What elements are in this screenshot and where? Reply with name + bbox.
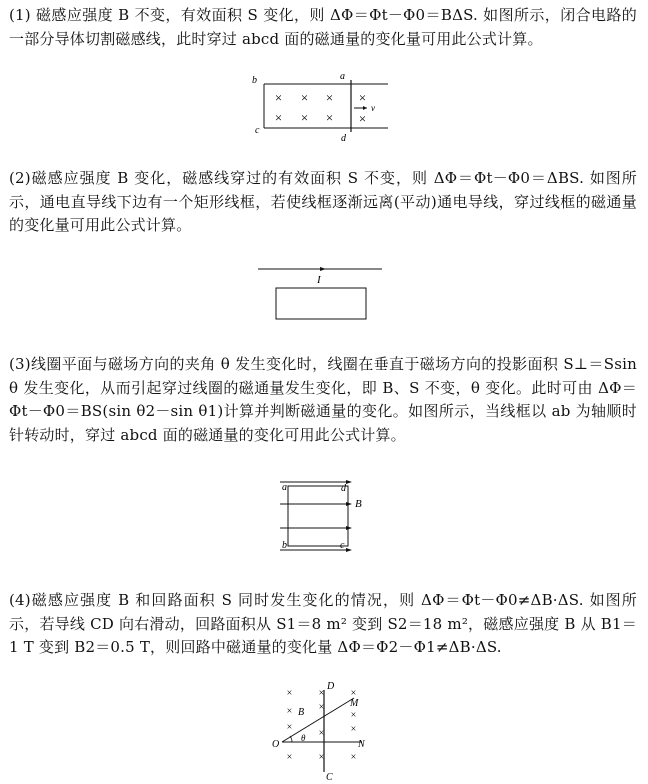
- fig1-cross: ×: [300, 90, 309, 105]
- paragraph-2-text: (2)磁感应强度 B 变化，磁感线穿过的有效面积 S 不变，则 ΔΦ＝Φt－Φ0＝ΔBS. 如图所示，通电直导线下边有一个矩形线框，若使线框逐渐远离(平动)通电导线，穿过线框的磁通量的变化量可用此公式计算。: [9, 169, 637, 234]
- fig4-label-theta: θ: [301, 733, 306, 743]
- fig4-cross: ×: [286, 752, 293, 763]
- fig4-cross: ×: [350, 688, 357, 699]
- fig4-label-O: O: [272, 739, 280, 750]
- paragraph-4-text: (4)磁感应强度 B 和回路面积 S 同时发生变化的情况，则 ΔΦ＝Φt－Φ0≠ΔB·ΔS. 如图所示，若导线 CD 向右滑动，回路面积从 S1＝8 m² 变到 S2＝18 m²，磁感应强度 B 从 B1＝1 T 变到 B2＝0.5 T，则回路中磁通量的变化量 ΔΦ＝Φ2－Φ1≠ΔB·ΔS.: [9, 591, 637, 656]
- fig4-cross: ×: [286, 722, 293, 733]
- fig4-cross: ×: [318, 728, 325, 739]
- paragraph-2: [9, 167, 637, 238]
- paragraph-1-text: (1) 磁感应强度 B 不变，有效面积 S 变化，则 ΔΦ＝Φt－Φ0＝BΔS. 如图所示，闭合电路的一部分导体切割磁感线，此时穿过 abcd 面的磁通量的变化量可用此公式计算。: [9, 6, 637, 48]
- fig4-cross: ×: [350, 710, 357, 721]
- paragraph-3-text: (3)线圈平面与磁场方向的夹角 θ 发生变化时，线圈在垂直于磁场方向的投影面积 S⊥＝Ssin θ 发生变化，从而引起穿过线圈的磁通量发生变化，即 B、S 不变，θ 变化。此时可由 ΔΦ＝Φt－Φ0＝BS(sin θ2－sin θ1)计算并判断磁通量的变化。如图所示，当线框以 ab 为轴顺时针转动时，穿过 abcd 面的磁通量的变化可用此公式计算。: [9, 355, 637, 444]
- fig4-cross: ×: [350, 752, 357, 763]
- fig4-label-M: M: [350, 698, 359, 709]
- fig1-cross: ×: [274, 110, 283, 125]
- fig3-label-a: a: [282, 482, 287, 493]
- fig3-label-c: c: [340, 540, 345, 551]
- fig3-label-B: B: [355, 498, 362, 510]
- fig1-label-v: v: [371, 103, 375, 113]
- fig4-cross: ×: [286, 688, 293, 699]
- fig4-cross: ×: [318, 688, 325, 699]
- fig1-cross: ×: [325, 90, 334, 105]
- fig2-current-label: I: [317, 274, 321, 286]
- figure-3-rotating-loop: [268, 476, 373, 558]
- fig1-label-a: a: [340, 71, 345, 82]
- fig1-cross: ×: [358, 90, 367, 105]
- paragraph-4: [9, 589, 637, 660]
- paragraph-3: [9, 353, 637, 447]
- figure-4-sliding-rod: [268, 680, 378, 782]
- fig3-label-b: b: [282, 540, 287, 551]
- fig1-label-d: d: [341, 133, 346, 144]
- fig4-cross: ×: [350, 724, 357, 735]
- fig4-cross: ×: [318, 702, 325, 713]
- paragraph-1: [9, 4, 637, 51]
- fig1-label-c: c: [255, 125, 260, 136]
- fig4-label-B: B: [298, 707, 305, 718]
- fig4-label-C: C: [326, 772, 333, 782]
- figure-2-wire-and-loop: [256, 262, 386, 324]
- fig4-cross: ×: [286, 706, 293, 717]
- fig4-label-N: N: [358, 739, 365, 750]
- fig4-label-D: D: [327, 681, 335, 692]
- fig1-label-b: b: [252, 75, 257, 86]
- fig3-label-d: d: [341, 483, 346, 494]
- figure-1-cutting-conductor: [250, 70, 390, 146]
- fig1-cross: ×: [325, 110, 334, 125]
- fig1-cross: ×: [300, 110, 309, 125]
- fig1-cross: ×: [274, 90, 283, 105]
- fig1-cross: ×: [358, 111, 367, 126]
- fig4-cross: ×: [318, 752, 325, 763]
